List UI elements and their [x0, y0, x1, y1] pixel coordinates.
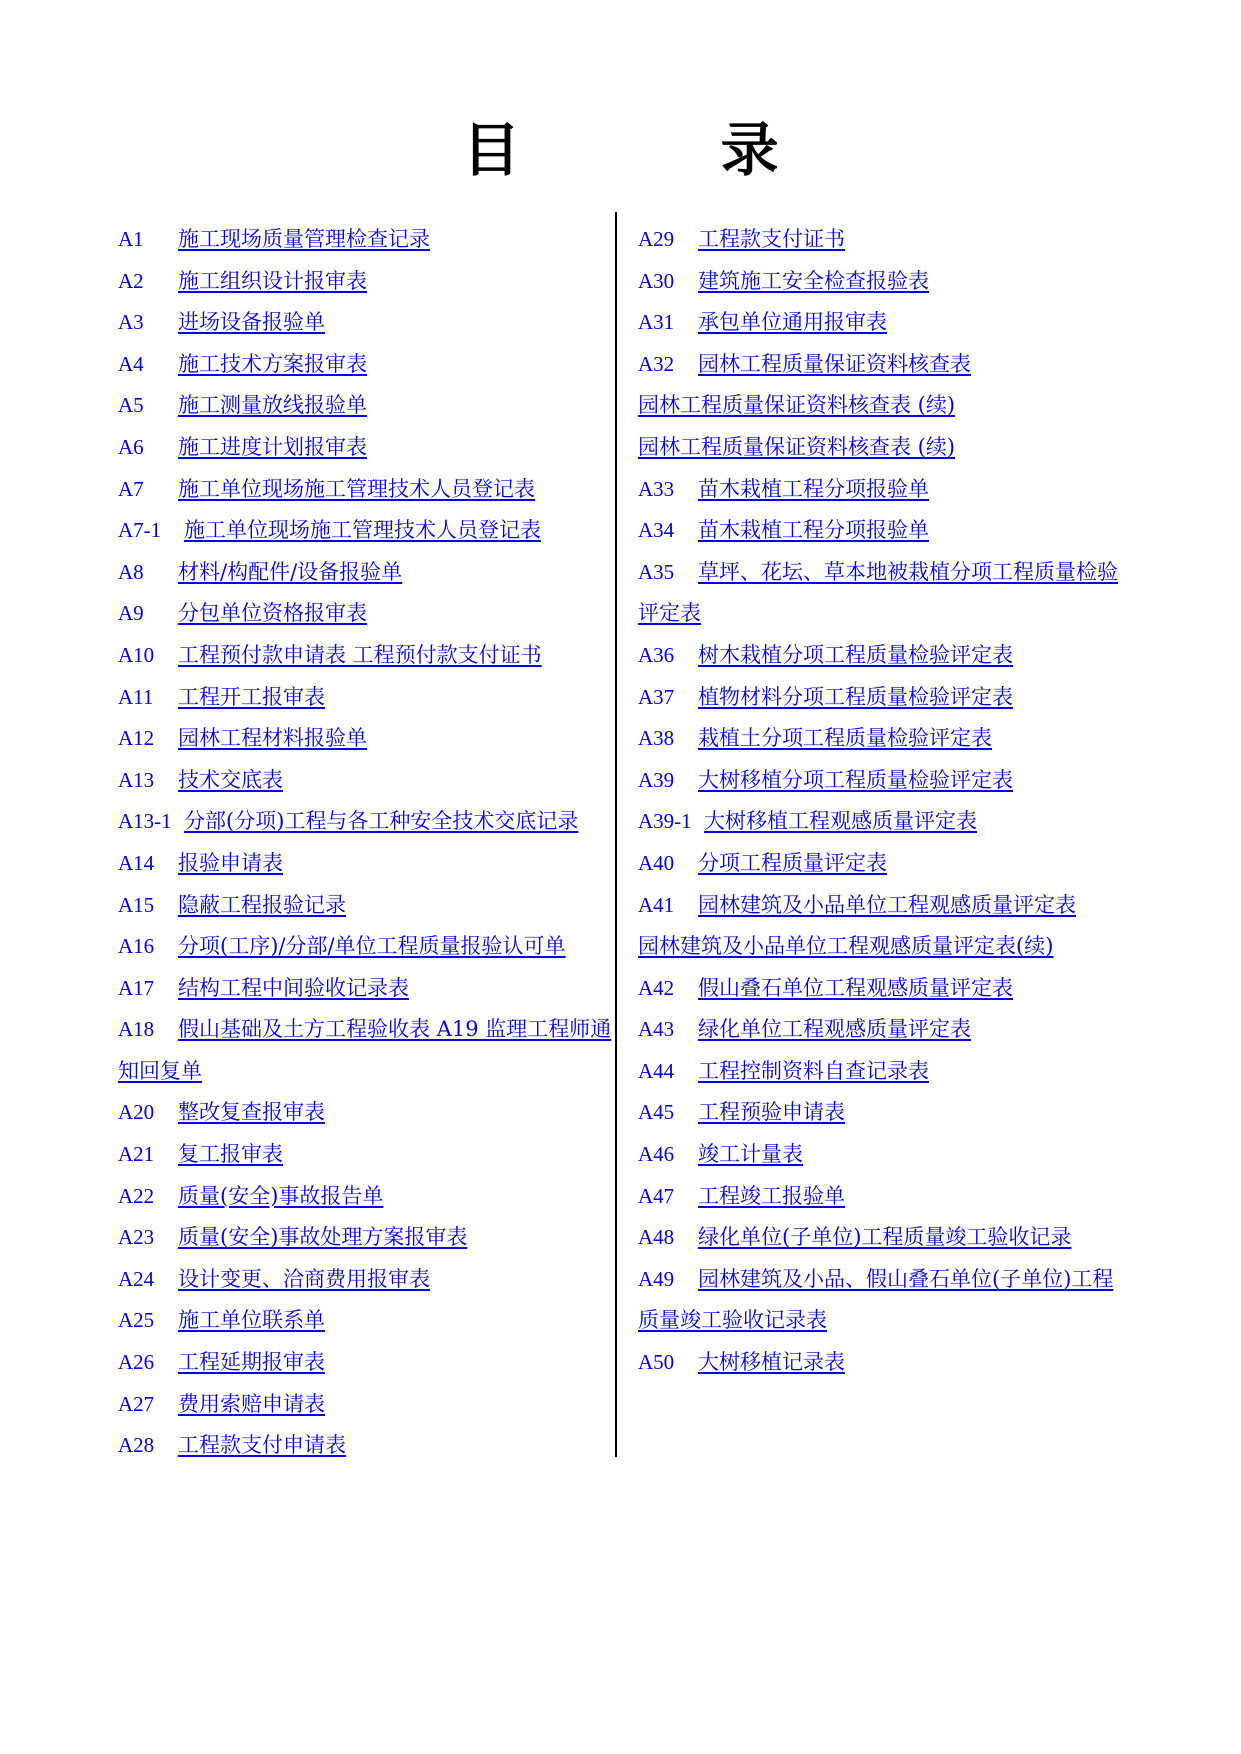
toc-entry-label: 施工进度计划报审表	[178, 434, 367, 459]
toc-entry-code: A18	[118, 1017, 155, 1042]
toc-entry-code: A3	[118, 310, 144, 335]
toc-entry-link[interactable]	[118, 760, 618, 802]
toc-entry-label: 园林建筑及小品、假山叠石单位(子单位)工程质量竣工验收记录表	[638, 1266, 1114, 1333]
toc-entry-link[interactable]	[638, 385, 1118, 427]
toc-entry-link[interactable]	[118, 843, 618, 885]
toc-entry-link[interactable]	[638, 677, 1118, 719]
toc-entry-link[interactable]	[638, 469, 1118, 511]
toc-entry-code: A10	[118, 642, 155, 667]
toc-entry-code: A44	[638, 1058, 675, 1083]
toc-entry-link[interactable]	[638, 261, 1118, 303]
toc-entry-link[interactable]	[118, 593, 618, 635]
toc-entry-code: A23	[118, 1225, 155, 1250]
toc-entry-link[interactable]	[118, 801, 618, 843]
toc-entry-label: 施工测量放线报验单	[178, 393, 367, 418]
toc-entry-link[interactable]	[638, 1134, 1118, 1176]
toc-entry-label: 分项工程质量评定表	[698, 850, 887, 875]
toc-entry-link[interactable]	[118, 552, 618, 594]
toc-entry-link[interactable]	[638, 1092, 1118, 1134]
toc-entry-link[interactable]	[118, 344, 618, 386]
toc-entry-link[interactable]	[638, 718, 1118, 760]
toc-entry-link[interactable]	[118, 1425, 618, 1467]
toc-entry-code: A4	[118, 351, 144, 376]
toc-entry-code: A36	[638, 642, 675, 667]
toc-entry-link[interactable]	[118, 1134, 618, 1176]
toc-entry-link[interactable]	[638, 1342, 1118, 1384]
toc-entry-label: 隐蔽工程报验记录	[178, 892, 346, 917]
toc-entry-link[interactable]	[118, 385, 618, 427]
toc-entry-code: A24	[118, 1266, 155, 1291]
toc-entry-code: A45	[638, 1100, 675, 1125]
toc-entry-code: A20	[118, 1100, 155, 1125]
toc-entry-label: 工程预付款申请表 工程预付款支付证书	[178, 642, 542, 667]
toc-entry-link[interactable]	[638, 510, 1118, 552]
toc-entry-code: A41	[638, 892, 675, 917]
toc-entry-link[interactable]	[638, 843, 1118, 885]
toc-entry-label: 工程款支付证书	[698, 227, 845, 251]
toc-entry-label: 竣工计量表	[698, 1142, 803, 1167]
toc-entry-label: 设计变更、洽商费用报审表	[178, 1266, 430, 1291]
toc-entry-label: 承包单位通用报审表	[698, 310, 887, 335]
toc-entry-label: 工程延期报审表	[178, 1350, 325, 1375]
toc-entry-code: A15	[118, 892, 155, 917]
toc-entry-label: 工程款支付申请表	[178, 1433, 346, 1458]
toc-entry-link[interactable]	[118, 1217, 618, 1259]
toc-entry-link[interactable]	[118, 1384, 618, 1426]
toc-entry-label: 报验申请表	[178, 850, 283, 875]
toc-entry-label: 工程竣工报验单	[698, 1183, 845, 1208]
page-title: 目 录	[462, 116, 869, 184]
toc-entry-label: 质量(安全)事故报告单	[178, 1183, 384, 1208]
toc-entry-link[interactable]	[118, 427, 618, 469]
toc-entry-link[interactable]	[638, 219, 1118, 261]
toc-entry-link[interactable]	[118, 718, 618, 760]
toc-entry-label: 假山叠石单位工程观感质量评定表	[698, 975, 1013, 1000]
toc-entry-code: A9	[118, 601, 144, 626]
toc-entry-link[interactable]	[638, 1009, 1118, 1051]
toc-entry-code: A34	[638, 518, 675, 543]
toc-entry-label: 大树移植分项工程质量检验评定表	[698, 767, 1013, 792]
toc-entry-code: A17	[118, 975, 155, 1000]
toc-entry-label: 分项(工序)/分部/单位工程质量报验认可单	[178, 934, 566, 959]
toc-left-column	[118, 219, 618, 1467]
toc-entry-link[interactable]	[638, 302, 1118, 344]
toc-entry-label: 园林工程材料报验单	[178, 726, 367, 751]
toc-entry-label: 分包单位资格报审表	[178, 601, 367, 626]
toc-entry-label: 工程预验申请表	[698, 1100, 845, 1125]
toc-entry-label: 施工组织设计报审表	[178, 268, 367, 293]
column-divider	[615, 212, 617, 1457]
toc-entry-label: 园林工程质量保证资料核查表 (续)	[638, 393, 956, 418]
toc-entry-code: A40	[638, 850, 675, 875]
toc-entry-label: 园林建筑及小品单位工程观感质量评定表	[698, 892, 1076, 917]
toc-entry-code: A43	[638, 1017, 675, 1042]
toc-entry-link[interactable]	[638, 1259, 1118, 1342]
toc-entry-label: 大树移植工程观感质量评定表	[704, 809, 977, 834]
toc-entry-code: A11	[118, 684, 154, 709]
toc-entry-code: A6	[118, 434, 144, 459]
toc-entry-code: A32	[638, 351, 675, 376]
toc-entry-label: 工程开工报审表	[178, 684, 325, 709]
toc-entry-label: 苗木栽植工程分项报验单	[698, 476, 929, 501]
toc-entry-code: A26	[118, 1350, 155, 1375]
toc-entry-link[interactable]	[118, 1342, 618, 1384]
toc-entry-label: 园林工程质量保证资料核查表	[698, 351, 971, 376]
toc-entry-code: A42	[638, 975, 675, 1000]
toc-entry-label: 建筑施工安全检查报验表	[698, 268, 929, 293]
toc-entry-code: A30	[638, 268, 675, 293]
toc-entry-link[interactable]	[118, 677, 618, 719]
toc-entry-code: A2	[118, 268, 144, 293]
toc-entry-link[interactable]	[118, 1009, 618, 1092]
toc-entry-code: A39	[638, 767, 675, 792]
toc-entry-link[interactable]	[638, 885, 1118, 927]
toc-entry-label: 工程控制资料自查记录表	[698, 1058, 929, 1083]
toc-entry-label: 分部(分项)工程与各工种安全技术交底记录	[184, 809, 579, 834]
toc-entry-label: 苗木栽植工程分项报验单	[698, 518, 929, 543]
toc-entry-link[interactable]	[118, 1300, 618, 1342]
toc-entry-link[interactable]	[118, 510, 618, 552]
toc-entry-label: 绿化单位(子单位)工程质量竣工验收记录	[698, 1225, 1072, 1250]
toc-entry-link[interactable]	[118, 261, 618, 303]
toc-entry-code: A25	[118, 1308, 155, 1333]
toc-entry-label: 绿化单位工程观感质量评定表	[698, 1017, 971, 1042]
toc-entry-code: A21	[118, 1142, 155, 1167]
toc-entry-code: A1	[118, 227, 144, 251]
toc-entry-code: A12	[118, 726, 155, 751]
toc-entry-link[interactable]	[638, 1051, 1118, 1093]
toc-entry-code: A13-1	[118, 809, 172, 834]
toc-entry-label: 草坪、花坛、草本地被栽植分项工程质量检验评定表	[638, 559, 1118, 626]
toc-entry-link[interactable]	[638, 552, 1118, 635]
toc-entry-link[interactable]	[638, 760, 1118, 802]
toc-entry-code: A29	[638, 227, 675, 251]
toc-entry-link[interactable]	[638, 1176, 1118, 1218]
toc-entry-code: A50	[638, 1350, 675, 1375]
toc-entry-link[interactable]	[118, 1092, 618, 1134]
toc-entry-code: A31	[638, 310, 675, 335]
toc-entry-label: 施工现场质量管理检查记录	[178, 227, 430, 251]
toc-entry-code: A16	[118, 934, 155, 959]
toc-entry-code: A27	[118, 1391, 155, 1416]
toc-entry-link[interactable]	[638, 801, 1118, 843]
toc-entry-link[interactable]	[118, 469, 618, 511]
toc-entry-code: A46	[638, 1142, 675, 1167]
toc-entry-link[interactable]	[118, 635, 618, 677]
toc-entry-label: 复工报审表	[178, 1142, 283, 1167]
toc-entry-code: A7	[118, 476, 144, 501]
toc-entry-label: 施工单位联系单	[178, 1308, 325, 1333]
toc-entry-link[interactable]	[638, 344, 1118, 386]
toc-entry-link[interactable]	[118, 926, 618, 968]
toc-entry-code: A8	[118, 559, 144, 584]
toc-entry-link[interactable]	[638, 427, 1118, 469]
toc-entry-code: A22	[118, 1183, 155, 1208]
toc-entry-link[interactable]	[638, 635, 1118, 677]
toc-entry-code: A47	[638, 1183, 675, 1208]
toc-entry-link[interactable]	[118, 1176, 618, 1218]
toc-entry-label: 树木栽植分项工程质量检验评定表	[698, 642, 1013, 667]
toc-entry-link[interactable]	[118, 302, 618, 344]
toc-entry-label: 栽植土分项工程质量检验评定表	[698, 726, 992, 751]
toc-entry-code: A7-1	[118, 518, 162, 543]
toc-right-column	[638, 219, 1118, 1384]
toc-entry-link[interactable]	[638, 968, 1118, 1010]
toc-entry-link[interactable]	[118, 968, 618, 1010]
toc-entry-label: 园林工程质量保证资料核查表 (续)	[638, 434, 956, 459]
toc-entry-label: 进场设备报验单	[178, 310, 325, 335]
toc-entry-label: 施工单位现场施工管理技术人员登记表	[178, 476, 535, 501]
toc-entry-label: 大树移植记录表	[698, 1350, 845, 1375]
toc-entry-code: A37	[638, 684, 675, 709]
toc-entry-link[interactable]	[118, 885, 618, 927]
toc-entry-code: A13	[118, 767, 155, 792]
toc-entry-link[interactable]	[638, 1217, 1118, 1259]
toc-entry-label: 材料/构配件/设备报验单	[178, 559, 403, 584]
toc-entry-label: 施工技术方案报审表	[178, 351, 367, 376]
toc-entry-link[interactable]	[118, 219, 618, 261]
toc-entry-code: A35	[638, 559, 675, 584]
toc-entry-label: 费用索赔申请表	[178, 1391, 325, 1416]
toc-entry-label: 质量(安全)事故处理方案报审表	[178, 1225, 468, 1250]
toc-entry-code: A33	[638, 476, 675, 501]
toc-entry-label: 整改复查报审表	[178, 1100, 325, 1125]
toc-entry-code: A39-1	[638, 809, 692, 834]
toc-entry-code: A48	[638, 1225, 675, 1250]
toc-entry-link[interactable]	[118, 1259, 618, 1301]
toc-entry-link[interactable]	[638, 926, 1118, 968]
toc-entry-label: 植物材料分项工程质量检验评定表	[698, 684, 1013, 709]
toc-entry-label: 结构工程中间验收记录表	[178, 975, 409, 1000]
toc-entry-label: 园林建筑及小品单位工程观感质量评定表(续)	[638, 934, 1054, 959]
toc-entry-label: 技术交底表	[178, 767, 283, 792]
toc-entry-code: A38	[638, 726, 675, 751]
toc-entry-label: 施工单位现场施工管理技术人员登记表	[184, 518, 541, 543]
toc-entry-code: A28	[118, 1433, 155, 1458]
toc-entry-code: A5	[118, 393, 144, 418]
toc-entry-label: 假山基础及土方工程验收表 A19 监理工程师通知回复单	[118, 1017, 612, 1083]
toc-entry-code: A49	[638, 1266, 675, 1291]
toc-entry-code: A14	[118, 850, 155, 875]
